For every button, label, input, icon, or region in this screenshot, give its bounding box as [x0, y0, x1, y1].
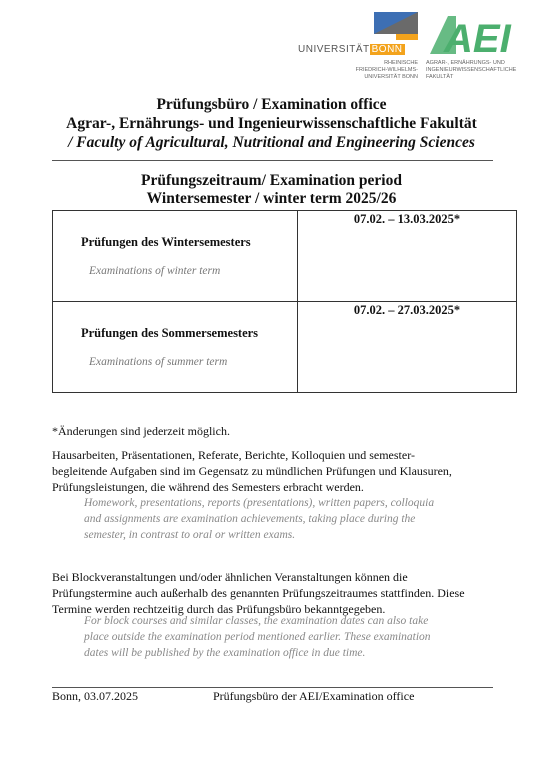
header-divider — [52, 160, 493, 161]
row-label-de: Prüfungen des Sommersemesters — [81, 326, 259, 340]
paragraph-2-en — [84, 613, 504, 661]
paragraph-2-de — [52, 569, 517, 617]
header-office: Prüfungsbüro / Examination office — [156, 96, 387, 113]
exam-period-table — [52, 210, 517, 393]
period-title: Prüfungszeitraum/ Examination period — [141, 172, 402, 189]
paragraph-1-de — [52, 447, 517, 495]
svg-text:AEI: AEI — [444, 17, 511, 58]
text-line: and assignments are examination achievements, taking place during the — [84, 513, 416, 525]
exam-period-title — [40, 172, 503, 208]
text-line: place outside the examination period mentioned earlier. These examination — [84, 631, 431, 643]
row-label-en: Examinations of winter term — [89, 265, 221, 277]
row-label-en: Examinations of summer term — [89, 356, 228, 368]
row-dates: 07.02. – 13.03.2025* — [298, 211, 517, 302]
text-line: Prüfungstermine auch außerhalb des genannten Prüfungszeitraumes stattfinden. Diese — [52, 586, 465, 600]
text-line: Prüfungsleistungen, die während des Semesters erbracht werden. — [52, 480, 364, 494]
text-line: dates will be published by the examination office in due time. — [84, 647, 366, 659]
text-line: Termine werden rechtzeitig durch das Prüfungsbüro bekanntgegeben. — [52, 602, 386, 616]
table-row — [53, 211, 517, 302]
university-subtitle: RHEINISCHE FRIEDRICH-WILHELMS- UNIVERSITÄT BONN — [355, 60, 418, 80]
aei-subtitle: AGRAR-, ERNÄHRUNGS- UND INGENIEURWISSENSCHAFTLICHE FAKULTÄT — [426, 60, 517, 80]
footer-office: Prüfungsbüro der AEI/Examination office — [213, 689, 415, 703]
text-line: begleitende Aufgaben sind im Gegensatz zu mündlichen Prüfungen und Klausuren, — [52, 464, 452, 478]
period-term: Wintersemester / winter term 2025/26 — [146, 190, 397, 207]
changes-note: *Änderungen sind jederzeit möglich. — [52, 424, 230, 438]
paragraph-1-en — [84, 495, 504, 543]
aei-logo-mark — [426, 12, 526, 58]
text-line: Hausarbeiten, Präsentationen, Referate, Berichte, Kolloquien und semester- — [52, 448, 415, 462]
text-line: semester, in contrast to oral or written exams. — [84, 529, 296, 541]
text-line: Bei Blockveranstaltungen und/oder ähnlichen Veranstaltungen können die — [52, 570, 408, 584]
table-cell-label — [53, 302, 298, 393]
document-header — [40, 95, 503, 152]
university-bonn-logo-mark — [298, 12, 418, 42]
aei-faculty-logo — [426, 12, 526, 92]
footer-place-date: Bonn, 03.07.2025 — [52, 689, 139, 703]
table-row — [53, 302, 517, 393]
text-line: For block courses and similar classes, the examination dates can also take — [84, 615, 429, 627]
footer-divider — [52, 687, 493, 688]
row-dates: 07.02. – 27.03.2025* — [298, 302, 517, 393]
row-label-de: Prüfungen des Wintersemesters — [81, 235, 251, 249]
header-faculty-de: Agrar-, Ernährungs- und Ingenieurwissenschaftliche Fakultät — [66, 115, 477, 132]
university-bonn-logo — [298, 12, 418, 92]
university-name: UNIVERSITÄT BONN — [298, 44, 403, 55]
header-faculty-en: / Faculty of Agricultural, Nutritional and Engineering Sciences — [68, 134, 475, 151]
text-line: Homework, presentations, reports (presentations), written papers, colloquia — [84, 497, 435, 509]
table-cell-label — [53, 211, 298, 302]
